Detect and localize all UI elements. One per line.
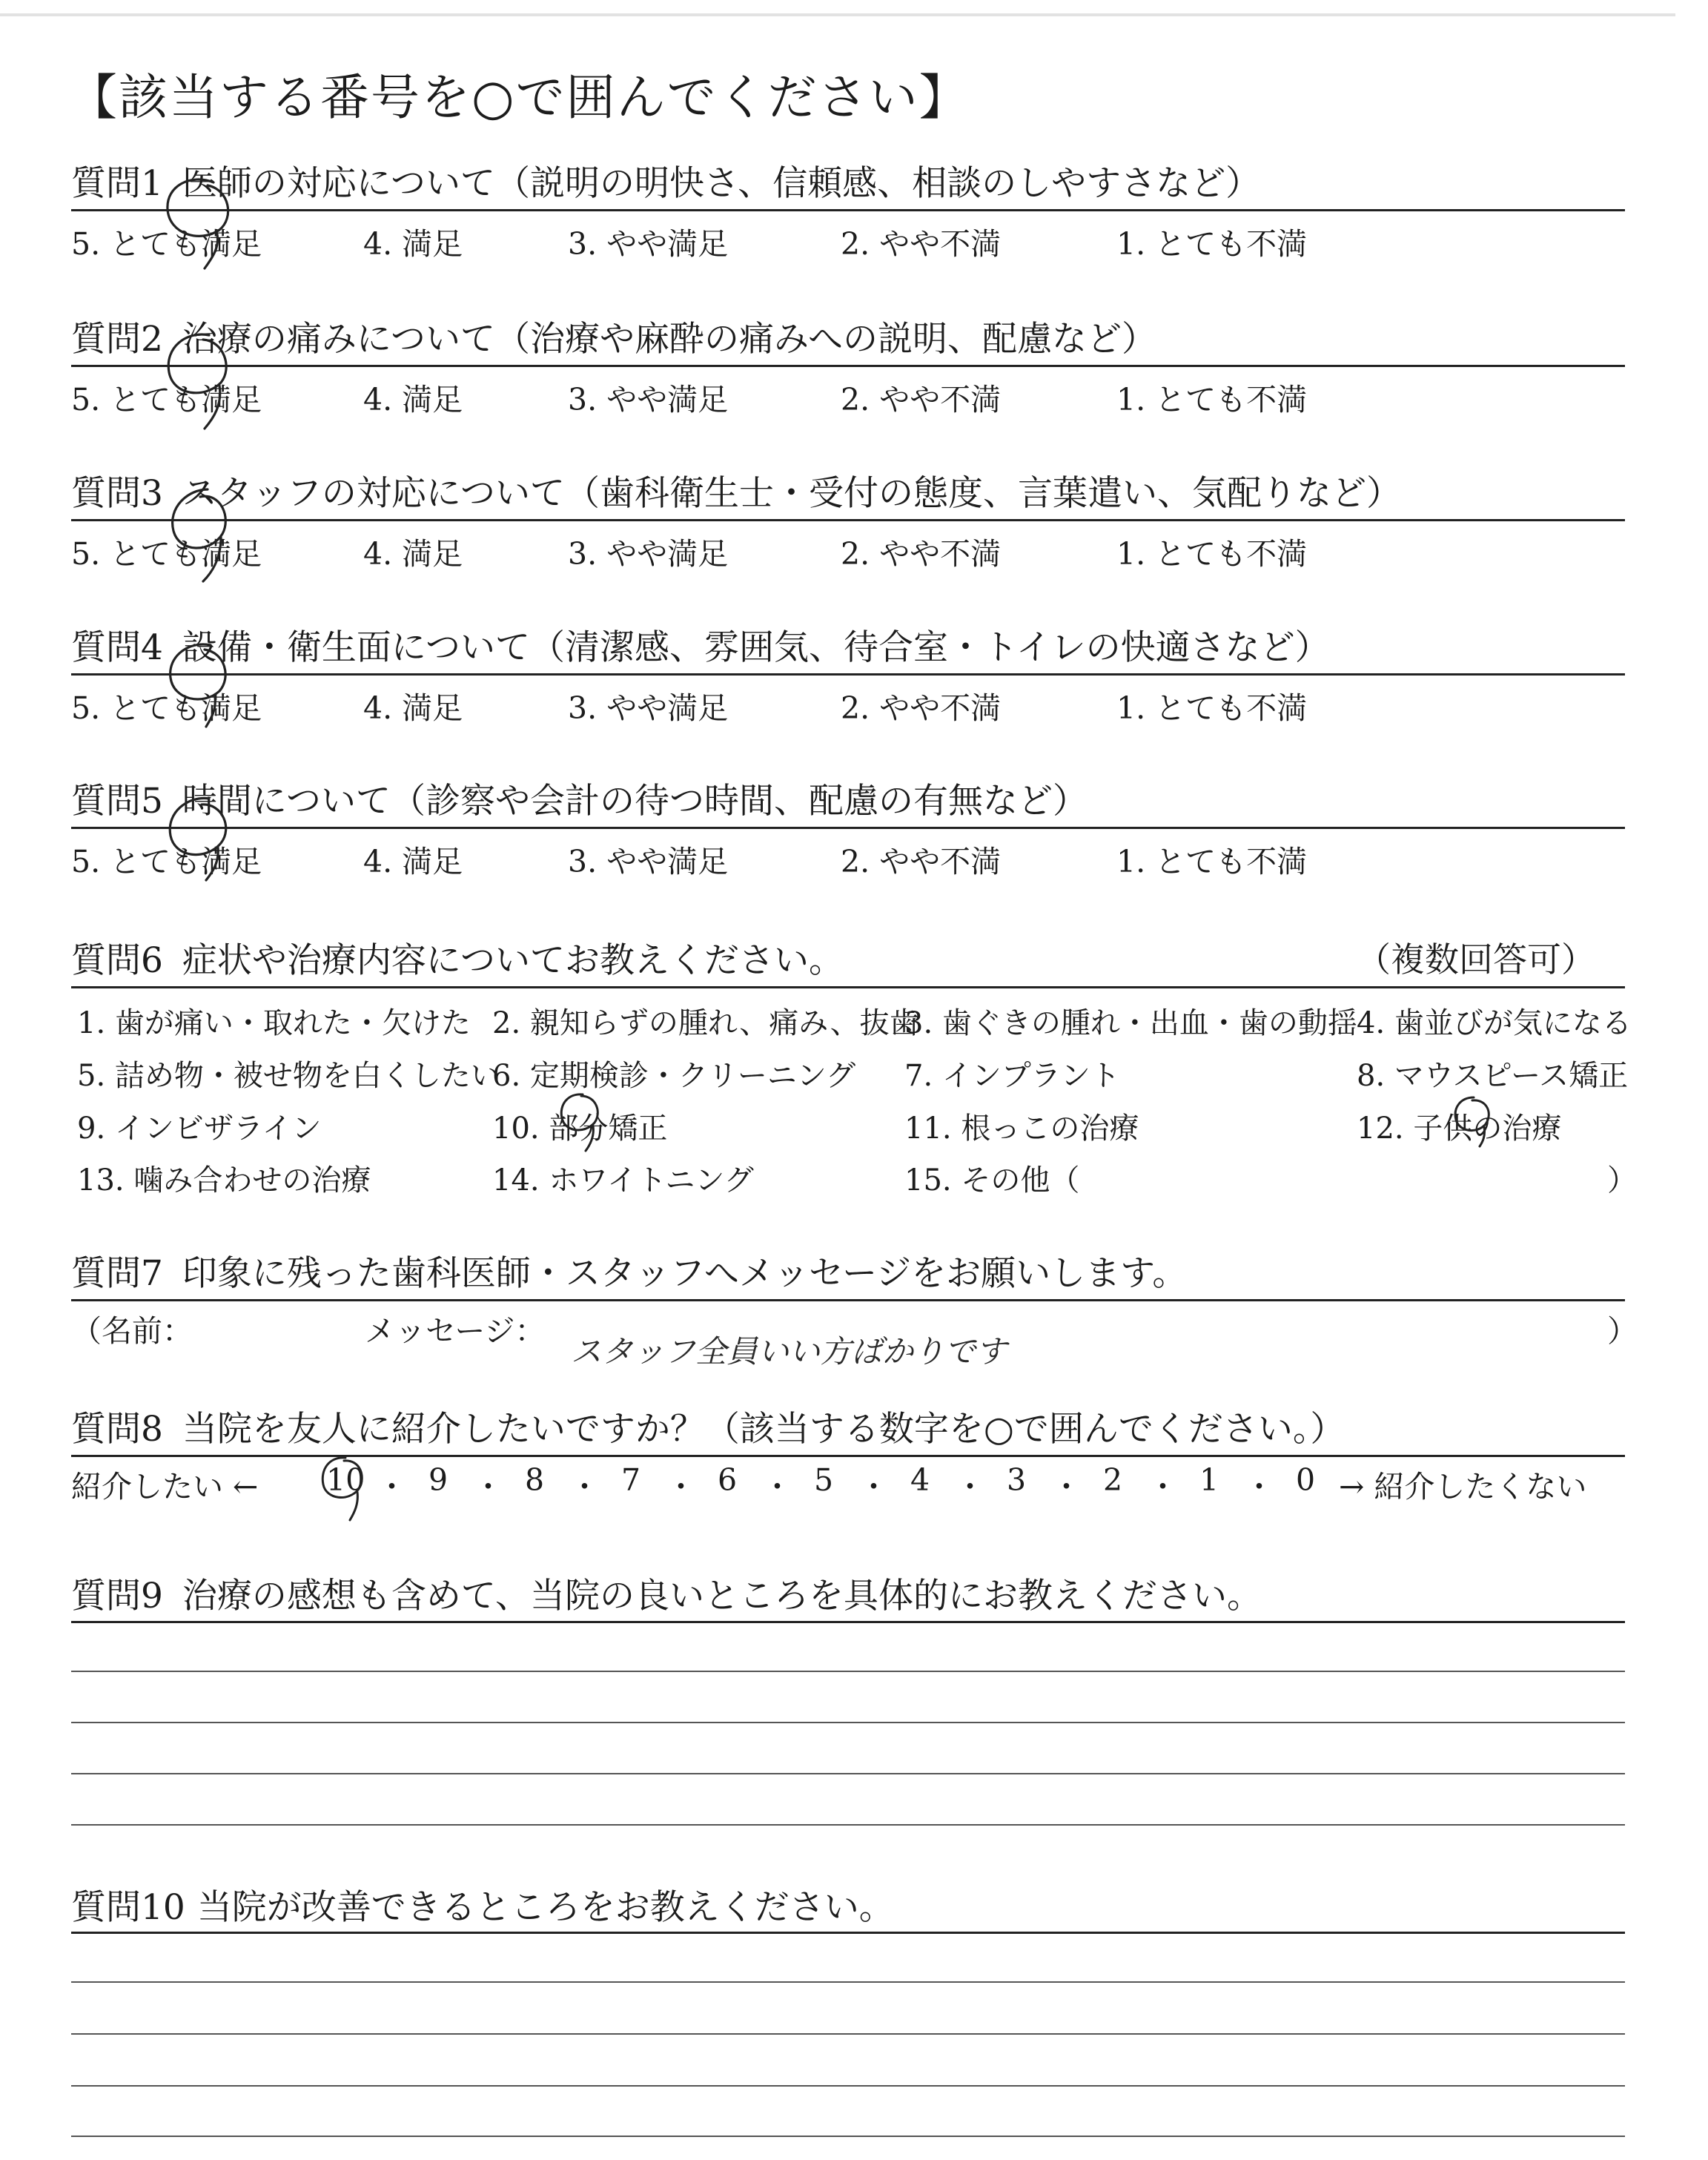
q5-option-5[interactable]: 5. とても満足	[71, 844, 262, 879]
q10-writing-line	[71, 2136, 1625, 2137]
q9-writing-line	[71, 1722, 1625, 1723]
q6-hand-circle-mark	[1452, 1093, 1499, 1158]
q6-hand-circle-mark	[557, 1090, 605, 1155]
q4-text: 設備・衛生面について（清潔感、雰囲気、待合室・トイレの快適さなど）	[182, 627, 1330, 668]
q5-rule	[71, 827, 1625, 829]
q8-left-label: 紹介したい ←	[71, 1469, 259, 1505]
q6-item-9[interactable]: 9. インビザライン	[77, 1112, 322, 1146]
q6-item-11[interactable]: 11. 根っこの治療	[904, 1112, 1139, 1146]
q8-scale-value[interactable]: 2	[1103, 1462, 1123, 1498]
q8-right-label: → 紹介したくない	[1339, 1469, 1587, 1505]
q6-item-7[interactable]: 7. インプラント	[904, 1059, 1120, 1093]
q9-writing-line	[71, 1773, 1625, 1774]
q5-option-1[interactable]: 1. とても不満	[1116, 844, 1308, 879]
q2-label: 質問2	[71, 319, 163, 360]
q4-option-1[interactable]: 1. とても不満	[1116, 690, 1308, 726]
q8-scale-separator: ・	[955, 1469, 985, 1505]
q6-item-13[interactable]: 13. 噛み合わせの治療	[77, 1163, 371, 1198]
q8-scale-value[interactable]: 9	[428, 1462, 448, 1498]
q3-label: 質問3	[71, 473, 163, 514]
q6-heading	[71, 933, 844, 982]
q9-heading	[71, 1568, 1262, 1618]
q2-option-1[interactable]: 1. とても不満	[1116, 382, 1308, 417]
q1-heading	[71, 156, 1260, 205]
q10-text: 当院が改善できるところをお教えください。	[196, 1887, 894, 1928]
q9-writing-line	[71, 1824, 1625, 1826]
q8-scale-separator: ・	[473, 1469, 503, 1505]
q6-item-3[interactable]: 3. 歯ぐきの腫れ・出血・歯の動揺	[904, 1006, 1357, 1040]
q7-label: 質問7	[71, 1253, 163, 1294]
q8-rule	[71, 1455, 1625, 1457]
q8-scale-value[interactable]: 1	[1199, 1462, 1219, 1498]
q9-label: 質問9	[71, 1576, 163, 1616]
q8-scale-value[interactable]: 8	[525, 1462, 545, 1498]
q4-hand-circle-mark	[162, 639, 236, 743]
q6-item-15[interactable]: 15. その他（	[904, 1163, 1080, 1198]
q3-option-1[interactable]: 1. とても不満	[1116, 536, 1308, 572]
q10-label: 質問10	[71, 1887, 185, 1928]
q7-close: ）	[1607, 1313, 1638, 1349]
q8-scale-value[interactable]: 0	[1296, 1462, 1316, 1498]
q2-hand-circle-mark	[162, 331, 236, 435]
q2-option-2[interactable]: 2. やや不満	[841, 382, 1002, 417]
q10-rule	[71, 1932, 1625, 1934]
q6-note: （複数回答可）	[1357, 939, 1595, 980]
q7-message-label: メッセージ：	[365, 1313, 546, 1349]
q10-writing-line	[71, 1981, 1625, 1983]
q7-name-label: （名前：	[71, 1313, 193, 1349]
q6-item-14[interactable]: 14. ホワイトニング	[492, 1163, 754, 1198]
q9-rule	[71, 1621, 1625, 1623]
q1-label: 質問1	[71, 163, 163, 204]
q6-item-8[interactable]: 8. マウスピース矯正	[1357, 1059, 1629, 1093]
q2-text: 治療の痛みについて（治療や麻酔の痛みへの説明、配慮など）	[182, 319, 1157, 360]
q7-message-handwritten: スタッフ全員いい方ばかりです	[571, 1333, 1007, 1370]
q10-writing-line	[71, 2033, 1625, 2035]
q3-rule	[71, 519, 1625, 521]
q6-label: 質問6	[71, 940, 163, 981]
q3-option-4[interactable]: 4. 満足	[363, 536, 463, 572]
q6-item-6[interactable]: 6. 定期検診・クリーニング	[492, 1059, 856, 1093]
q8-scale-separator: ・	[1148, 1469, 1178, 1505]
q5-option-2[interactable]: 2. やや不満	[841, 844, 1002, 879]
q7-heading	[71, 1246, 1187, 1295]
q8-scale-separator: ・	[1051, 1469, 1082, 1505]
q8-scale-separator: ・	[1244, 1469, 1274, 1505]
q3-option-5[interactable]: 5. とても満足	[71, 536, 262, 572]
q4-heading	[71, 620, 1330, 670]
q6-text: 症状や治療内容についてお教えください。	[182, 940, 844, 981]
q8-label: 質問8	[71, 1409, 163, 1450]
form-instruction: 【該当する番号を○で囲んでください】	[68, 69, 970, 126]
q3-hand-circle-mark	[162, 485, 236, 589]
q5-text: 時間について（診察や会計の待つ時間、配慮の有無など）	[182, 781, 1088, 822]
q6-item-2[interactable]: 2. 親知らずの腫れ、痛み、抜歯	[492, 1006, 919, 1040]
q6-item-4[interactable]: 4. 歯並びが気になる	[1357, 1006, 1632, 1040]
q8-scale-value[interactable]: 3	[1007, 1462, 1027, 1498]
q8-hand-circle-mark	[317, 1453, 372, 1525]
q8-scale-value[interactable]: 6	[718, 1462, 738, 1498]
q4-rule	[71, 673, 1625, 676]
q1-option-5[interactable]: 5. とても満足	[71, 226, 262, 262]
q1-option-1[interactable]: 1. とても不満	[1116, 226, 1308, 262]
q10-heading	[71, 1880, 894, 1929]
q8-scale-separator: ・	[377, 1469, 407, 1505]
q1-hand-circle-mark	[162, 175, 236, 279]
q2-rule	[71, 365, 1625, 367]
q3-option-3[interactable]: 3. やや満足	[568, 536, 729, 572]
q8-scale-value[interactable]: 10	[326, 1462, 365, 1498]
q4-option-2[interactable]: 2. やや不満	[841, 690, 1002, 726]
q3-option-2[interactable]: 2. やや不満	[841, 536, 1002, 572]
q6-other-close: ）	[1607, 1163, 1637, 1198]
q5-option-3[interactable]: 3. やや満足	[568, 844, 729, 879]
q4-option-3[interactable]: 3. やや満足	[568, 690, 729, 726]
page-top-edge	[0, 13, 1675, 16]
q8-scale-value[interactable]: 7	[621, 1462, 641, 1498]
q8-text: 当院を友人に紹介したいですか？（該当する数字を○で囲んでください。）	[182, 1409, 1345, 1450]
q8-scale-separator: ・	[762, 1469, 792, 1505]
q9-text: 治療の感想も含めて、当院の良いところを具体的にお教えください。	[182, 1576, 1262, 1616]
q1-option-3[interactable]: 3. やや満足	[568, 226, 729, 262]
q9-writing-line	[71, 1671, 1625, 1672]
q6-rule	[71, 986, 1625, 988]
q8-scale-separator: ・	[858, 1469, 889, 1505]
q4-option-4[interactable]: 4. 満足	[363, 690, 463, 726]
q8-scale-value[interactable]: 5	[814, 1462, 834, 1498]
q2-option-5[interactable]: 5. とても満足	[71, 382, 262, 417]
q7-text: 印象に残った歯科医師・スタッフへメッセージをお願いします。	[182, 1253, 1188, 1294]
q8-heading	[71, 1401, 1345, 1451]
q8-scale-value[interactable]: 4	[910, 1462, 930, 1498]
q8-scale-separator: ・	[666, 1469, 696, 1505]
q2-option-3[interactable]: 3. やや満足	[568, 382, 729, 417]
q1-rule	[71, 209, 1625, 211]
q4-option-5[interactable]: 5. とても満足	[71, 690, 262, 726]
q8-scale-separator: ・	[569, 1469, 600, 1505]
q5-hand-circle-mark	[162, 793, 236, 896]
q6-item-12[interactable]: 12. 子供の治療	[1357, 1112, 1562, 1146]
q2-option-4[interactable]: 4. 満足	[363, 382, 463, 417]
q7-rule	[71, 1299, 1625, 1301]
q1-text: 医師の対応について（説明の明快さ、信頼感、相談のしやすさなど）	[182, 163, 1261, 204]
q6-item-1[interactable]: 1. 歯が痛い・取れた・欠けた	[77, 1006, 471, 1040]
q1-option-4[interactable]: 4. 満足	[363, 226, 463, 262]
q10-writing-line	[71, 2085, 1625, 2087]
q4-label: 質問4	[71, 627, 163, 668]
q3-text: スタッフの対応について（歯科衛生士・受付の態度、言葉遣い、気配りなど）	[182, 473, 1401, 514]
q1-option-2[interactable]: 2. やや不満	[841, 226, 1002, 262]
q6-item-5[interactable]: 5. 詰め物・被せ物を白くしたい	[77, 1059, 500, 1093]
q3-heading	[71, 466, 1401, 515]
q6-item-10[interactable]: 10. 部分矯正	[492, 1112, 668, 1146]
q5-option-4[interactable]: 4. 満足	[363, 844, 463, 879]
q5-label: 質問5	[71, 781, 163, 822]
